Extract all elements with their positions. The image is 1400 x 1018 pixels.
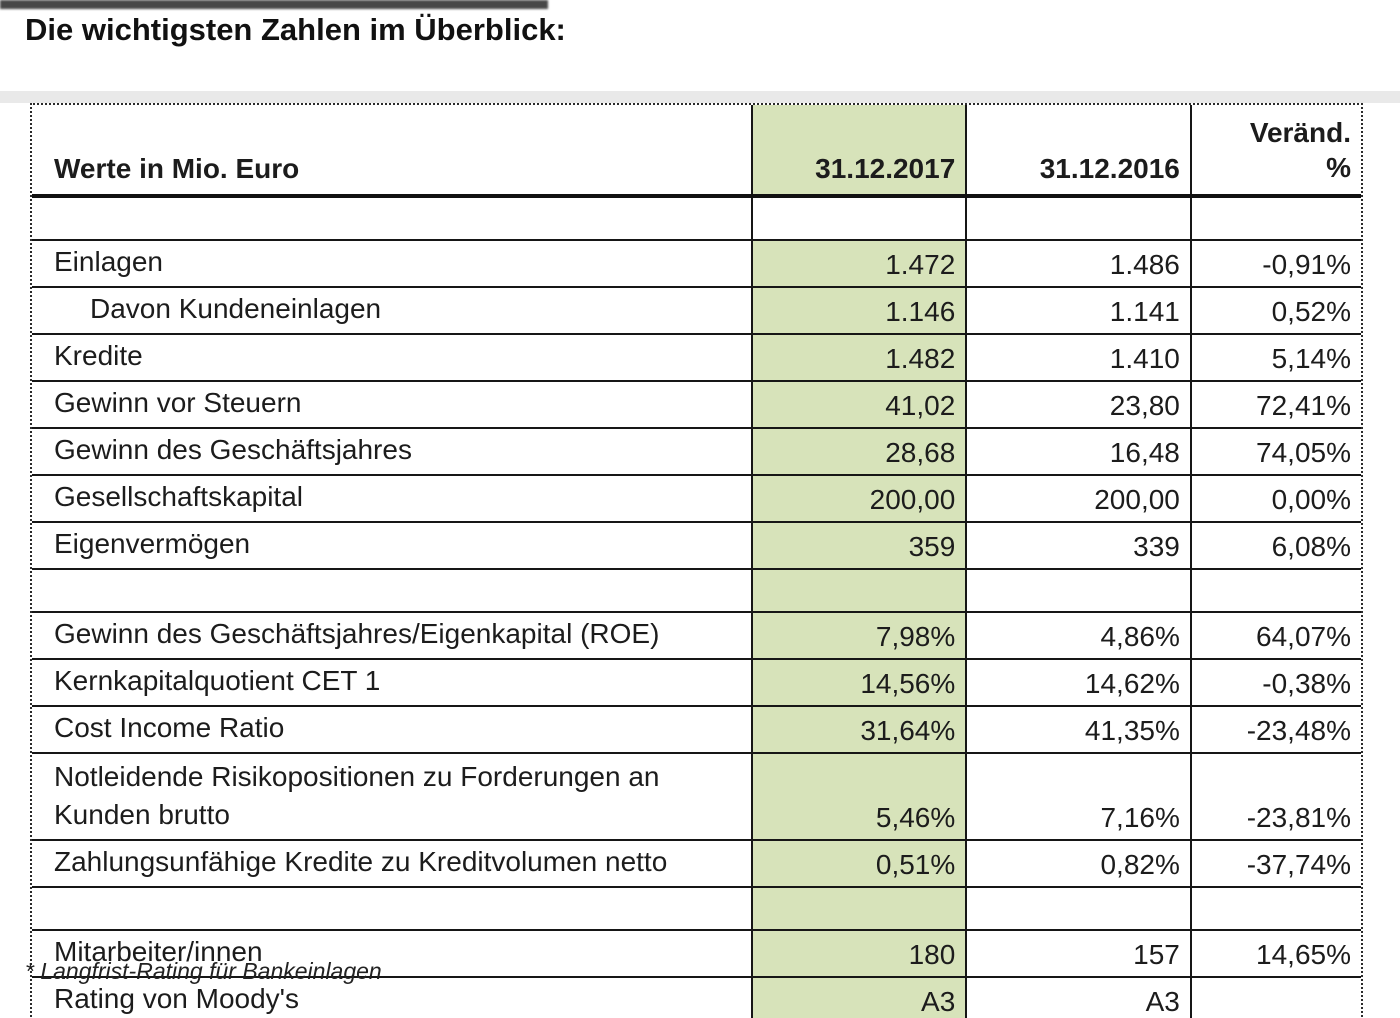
row-label: Notleidende Risikopositionen zu Forderungen an Kunden brutto <box>32 753 752 840</box>
header-change-line2: % <box>1326 152 1351 183</box>
page-title: Die wichtigsten Zahlen im Überblick: <box>25 12 566 47</box>
value-2016: A3 <box>966 977 1191 1018</box>
spacer-row <box>32 569 1361 612</box>
value-change: 0,00% <box>1191 475 1361 522</box>
value-2016: 0,82% <box>966 840 1191 887</box>
table-row <box>32 287 1361 334</box>
value-change <box>1191 569 1361 612</box>
row-label <box>32 887 752 930</box>
value-2017: 5,46% <box>752 753 966 840</box>
spacer-row <box>32 196 1361 240</box>
table-row <box>32 840 1361 887</box>
value-2017: 14,56% <box>752 659 966 706</box>
value-2017 <box>752 887 966 930</box>
value-2017: 1.146 <box>752 287 966 334</box>
table-row <box>32 240 1361 287</box>
value-2017: 28,68 <box>752 428 966 475</box>
value-2016: 1.141 <box>966 287 1191 334</box>
value-change: -23,81% <box>1191 753 1361 840</box>
value-change: 5,14% <box>1191 334 1361 381</box>
row-label <box>32 196 752 240</box>
table-row <box>32 522 1361 569</box>
value-2017 <box>752 196 966 240</box>
value-change: 72,41% <box>1191 381 1361 428</box>
value-2017: 31,64% <box>752 706 966 753</box>
row-label: Rating von Moody's <box>32 977 752 1018</box>
value-change: 74,05% <box>1191 428 1361 475</box>
header-col-2017: 31.12.2017 <box>752 105 966 196</box>
table-row <box>32 706 1361 753</box>
table-row <box>32 612 1361 659</box>
row-label: Gesellschaftskapital <box>32 475 752 522</box>
value-2017: 41,02 <box>752 381 966 428</box>
table-row <box>32 381 1361 428</box>
row-label: Eigenvermögen <box>32 522 752 569</box>
value-change: 14,65% <box>1191 930 1361 977</box>
value-2017 <box>752 569 966 612</box>
table-row <box>32 753 1361 840</box>
value-2016: 1.410 <box>966 334 1191 381</box>
table-row <box>32 428 1361 475</box>
row-label: Mitarbeiter/innen <box>32 930 752 977</box>
value-2016 <box>966 196 1191 240</box>
table-row <box>32 334 1361 381</box>
row-label: Kredite <box>32 334 752 381</box>
value-2016: 14,62% <box>966 659 1191 706</box>
value-2016: 339 <box>966 522 1191 569</box>
value-change: -23,48% <box>1191 706 1361 753</box>
row-label: Zahlungsunfähige Kredite zu Kreditvolumen netto <box>32 840 752 887</box>
value-change: -0,38% <box>1191 659 1361 706</box>
footnote: * Langfrist-Rating für Bankeinlagen <box>25 958 382 984</box>
scan-artifact-band <box>0 91 1400 103</box>
table-header-row <box>32 105 1361 196</box>
scan-artifact-top <box>0 0 548 9</box>
value-change: -0,91% <box>1191 240 1361 287</box>
value-2016: 16,48 <box>966 428 1191 475</box>
header-values-label: Werte in Mio. Euro <box>32 105 752 196</box>
row-label: Einlagen <box>32 240 752 287</box>
row-label <box>32 569 752 612</box>
row-label: Davon Kundeneinlagen <box>32 287 752 334</box>
value-2016: 4,86% <box>966 612 1191 659</box>
value-2017: 1.482 <box>752 334 966 381</box>
value-change: 6,08% <box>1191 522 1361 569</box>
value-2017: 1.472 <box>752 240 966 287</box>
value-change: 0,52% <box>1191 287 1361 334</box>
table-row <box>32 659 1361 706</box>
row-label: Gewinn des Geschäftsjahres/Eigenkapital (ROE) <box>32 612 752 659</box>
value-2017: 7,98% <box>752 612 966 659</box>
value-change: -37,74% <box>1191 840 1361 887</box>
value-2016: 157 <box>966 930 1191 977</box>
table-row <box>32 475 1361 522</box>
value-2017: 200,00 <box>752 475 966 522</box>
value-2016: 23,80 <box>966 381 1191 428</box>
value-change <box>1191 196 1361 240</box>
value-2017: 0,51% <box>752 840 966 887</box>
row-label: Cost Income Ratio <box>32 706 752 753</box>
value-2016: 41,35% <box>966 706 1191 753</box>
header-change-line1: Veränd. <box>1249 117 1351 148</box>
value-2017: 359 <box>752 522 966 569</box>
row-label: Kernkapitalquotient CET 1 <box>32 659 752 706</box>
row-label: Gewinn vor Steuern <box>32 381 752 428</box>
kpi-table <box>32 105 1361 1018</box>
spacer-row <box>32 887 1361 930</box>
kpi-table-container <box>30 103 1363 1018</box>
value-2016: 1.486 <box>966 240 1191 287</box>
value-2016: 200,00 <box>966 475 1191 522</box>
value-2017: A3 <box>752 977 966 1018</box>
header-col-2016: 31.12.2016 <box>966 105 1191 196</box>
value-2016 <box>966 887 1191 930</box>
value-change <box>1191 887 1361 930</box>
row-label: Gewinn des Geschäftsjahres <box>32 428 752 475</box>
value-2016: 7,16% <box>966 753 1191 840</box>
value-change <box>1191 977 1361 1018</box>
value-2016 <box>966 569 1191 612</box>
value-change: 64,07% <box>1191 612 1361 659</box>
value-2017: 180 <box>752 930 966 977</box>
header-col-change <box>1191 105 1361 196</box>
